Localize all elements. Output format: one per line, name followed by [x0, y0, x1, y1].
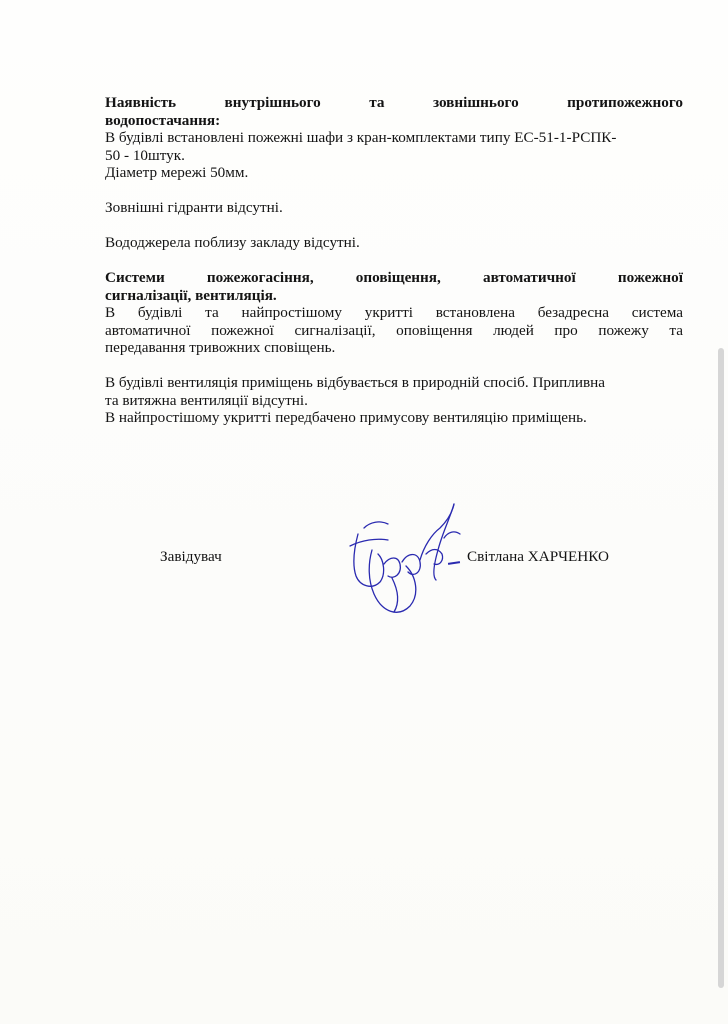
heading-word: внутрішнього — [224, 94, 321, 111]
heading-word: оповіщення, — [355, 269, 441, 286]
section1-paragraph1-line1: В будівлі встановлені пожежні шафи з кран-комплектами типу ЕС-51-1-РСПК- — [105, 129, 617, 146]
section2-heading-line2: сигналізації, вентиляція. — [105, 286, 277, 304]
heading-word: та — [369, 94, 385, 111]
heading-word: автоматичної — [482, 269, 576, 286]
text-word: пожежної — [211, 321, 274, 339]
heading-word: пожежогасіння, — [206, 269, 314, 286]
section2-paragraph2-line1: В будівлі вентиляція приміщень відбувається в природній спосіб. Припливна — [105, 374, 606, 391]
section1-paragraph1-line3: Діаметр мережі 50мм. — [105, 164, 249, 181]
scrollbar[interactable] — [718, 348, 724, 988]
spacer — [105, 217, 683, 235]
text-word: та — [669, 321, 683, 339]
section2-paragraph1-line3: передавання тривожних сповіщень. — [105, 339, 336, 356]
text-word: про — [554, 321, 578, 339]
text-word: пожежу — [598, 321, 649, 339]
section2-paragraph2-line2: та витяжна вентиляції відсутні. — [105, 391, 308, 409]
text-word: встановлена — [435, 304, 515, 321]
handwritten-signature — [328, 494, 478, 624]
heading-word: Системи — [105, 269, 165, 286]
heading-word: пожежної — [617, 269, 683, 286]
text-word: укритті — [364, 304, 413, 321]
text-word: людей — [493, 321, 534, 339]
spacer — [105, 357, 683, 375]
section2-paragraph1-line2 — [105, 322, 683, 340]
section2-paragraph3: В найпростішому укритті передбачено примусову вентиляцію приміщень. — [105, 409, 587, 426]
text-word: безадресна — [537, 304, 609, 321]
section1-paragraph1-line2: 50 - 10штук. — [105, 146, 185, 164]
section2-paragraph1-line1 — [105, 304, 683, 322]
document-body — [105, 94, 683, 427]
section1-paragraph3: Вододжерела поблизу закладу відсутні. — [105, 234, 360, 251]
text-word: система — [631, 304, 683, 321]
text-word: будівлі — [137, 304, 183, 321]
text-word: та — [205, 304, 219, 321]
text-word: оповіщення — [396, 321, 473, 339]
spacer — [105, 252, 683, 270]
heading-word: протипожежного — [567, 94, 683, 111]
text-word: В — [105, 304, 116, 321]
spacer — [105, 182, 683, 200]
text-word: найпростішому — [241, 304, 342, 321]
section1-paragraph2: Зовнішні гідранти відсутні. — [105, 199, 283, 216]
section1-heading-line2: водопостачання: — [105, 111, 221, 129]
heading-word: зовнішнього — [432, 94, 519, 111]
heading-word: Наявність — [105, 94, 177, 111]
section1-heading-line1 — [105, 94, 683, 112]
signatory-name: Світлана ХАРЧЕНКО — [467, 548, 609, 565]
text-word: сигналізації, — [294, 321, 376, 339]
signatory-position: Завідувач — [160, 548, 222, 565]
text-word: автоматичної — [105, 321, 191, 339]
section2-heading-line1 — [105, 269, 683, 287]
